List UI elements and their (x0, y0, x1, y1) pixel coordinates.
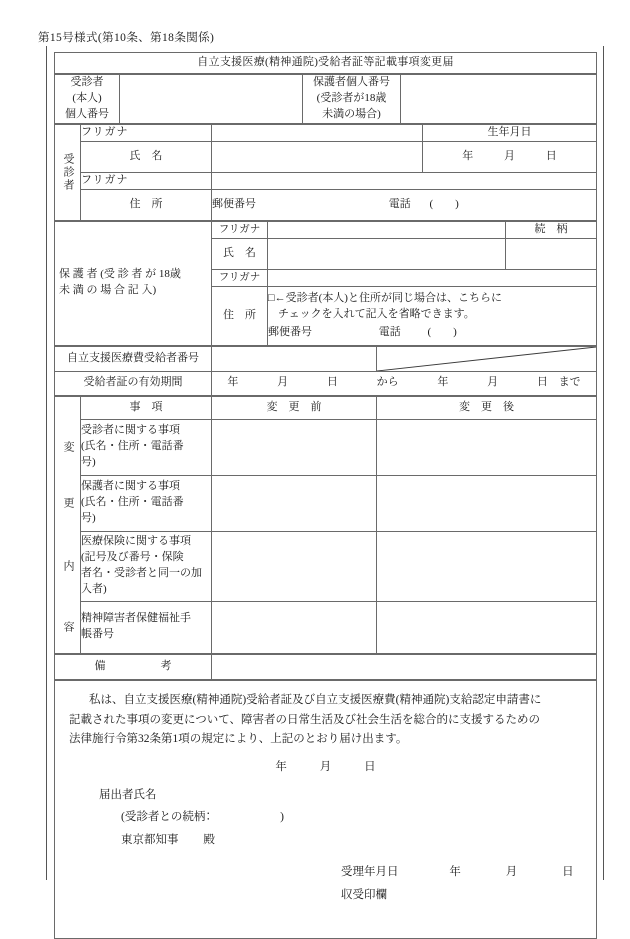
diagonal-strike-icon (377, 347, 596, 371)
patient-name-value[interactable] (212, 141, 423, 172)
receipt-date-row (341, 861, 582, 883)
change-side-label-1 (55, 419, 81, 475)
receipt-year: 年 (449, 866, 461, 879)
change-row-after-2[interactable] (377, 475, 597, 531)
guardian-mynumber-label-l2: (受診者が18歳 (316, 91, 387, 104)
patient-postal-label: 郵便番号 (212, 197, 256, 210)
patient-table (54, 124, 597, 221)
change-side-label-3 (55, 531, 81, 601)
governor-label: 東京都知事 (121, 833, 179, 846)
signature-block (69, 784, 582, 851)
change-row-after-1[interactable] (377, 419, 597, 475)
patient-mynumber-label-l1: 受診者 (70, 76, 104, 88)
guardian-contact-row (268, 325, 596, 341)
validity-to-word: まで (558, 376, 581, 389)
patient-mynumber-label-l3: 個人番号 (65, 107, 109, 120)
change-header-before: 変 更 前 (212, 396, 377, 419)
patient-mynumber-boxes[interactable] (120, 75, 303, 124)
patient-furigana-name-value[interactable] (212, 124, 423, 141)
patient-birth-day: 日 (545, 149, 557, 162)
patient-mynumber-label (55, 75, 120, 124)
guardian-postal-label: 郵便番号 (268, 325, 312, 338)
form-title: 自立支援医療(精神通院)受給者証等記載事項変更届 (55, 53, 597, 74)
remarks-label: 備 考 (55, 654, 212, 679)
receipt-date-label: 受理年月日 (341, 866, 399, 879)
validity-period-value[interactable] (212, 371, 597, 395)
change-row-label-4-l1: 精神障害者保健福祉手 (81, 612, 191, 625)
change-row-label-3-l1: 医療保険に関する事項 (81, 535, 191, 548)
change-row-label-4 (81, 601, 212, 653)
patient-birth-year: 年 (462, 149, 474, 162)
change-row-label-4-l2: 帳番号 (81, 628, 114, 641)
guardian-furigana-address-label: フリガナ (212, 269, 268, 286)
patient-furigana-name-label: フリガナ (81, 124, 212, 141)
change-header-item: 事 項 (81, 396, 212, 419)
change-row-before-3[interactable] (212, 531, 377, 601)
declaration-date-month: 月 (319, 761, 332, 774)
patient-birth-date[interactable] (423, 141, 597, 172)
guardian-side-label (55, 221, 212, 345)
guardian-mynumber-boxes[interactable] (401, 75, 597, 124)
declaration-date-year: 年 (275, 761, 287, 774)
title-table (54, 52, 597, 74)
remarks-table (54, 654, 597, 680)
declaration-cell (55, 680, 597, 938)
patient-tel-label: 電話 (388, 197, 411, 210)
guardian-mynumber-label-l1: 保護者個人番号 (313, 76, 390, 88)
beneficiary-number-boxes[interactable] (212, 346, 377, 371)
change-row-before-1[interactable] (212, 419, 377, 475)
change-side-label-4 (55, 601, 81, 653)
change-row-before-2[interactable] (212, 475, 377, 531)
applicant-name-label[interactable]: 届出者氏名 (99, 788, 157, 801)
declaration-date[interactable] (69, 758, 582, 778)
beneficiary-number-label: 自立支援医療費受給者番号 (55, 346, 212, 371)
change-content-table (54, 396, 597, 654)
patient-mynumber-label-l2: (本人) (72, 91, 102, 104)
guardian-table (54, 221, 597, 346)
guardian-address-label: 住 所 (212, 286, 268, 345)
patient-address-label: 住 所 (81, 189, 212, 220)
receipt-block (69, 861, 582, 906)
change-row-label-2-l3: 号) (81, 512, 96, 525)
applicant-relation-label[interactable]: (受診者との続柄： ) (121, 811, 284, 824)
declaration-line-3: 法律施行令第32条第1項の規定により、上記のとおり届け出ます。 (69, 733, 408, 746)
guardian-side-label-l1: 保 護 者 (受 診 者 が 18歳 (59, 268, 181, 281)
guardian-tel-label: 電話 (378, 325, 401, 338)
form-sheet (54, 52, 596, 939)
change-side-label-2 (55, 475, 81, 531)
patient-name-label: 氏 名 (81, 141, 212, 172)
change-row-label-1-l2: (氏名・住所・電話番 (81, 440, 184, 453)
my-number-table (54, 74, 597, 124)
change-row-label-1-l3: 号) (81, 456, 96, 469)
form-number: 第15号様式(第10条、第18条関係) (38, 32, 215, 44)
change-row-label-3-l2: (記号及び番号・保険 (81, 551, 184, 564)
change-row-label-3-l4: 入者) (81, 583, 107, 596)
change-row-label-2-l1: 保護者に関する事項 (81, 480, 180, 493)
change-row-label-3-l3: 者名・受診者と同一の加 (81, 567, 202, 580)
guardian-name-label: 氏 名 (212, 238, 268, 269)
validity-to-year: 年 (437, 376, 449, 389)
declaration-line-1: 私は、自立支援医療(精神通院)受給者証及び自立支援医療費(精神通院)支給認定申請書に (89, 693, 542, 706)
declaration-line-2: 記載された事項の変更について、障害者の日常生活及び社会生活を総合的に支援するための (69, 713, 541, 726)
declaration-table (54, 680, 597, 939)
guardian-tel-paren: ( ) (427, 325, 457, 338)
guardian-furigana-address-value[interactable] (268, 269, 597, 286)
guardian-relation-label: 続 柄 (506, 221, 597, 238)
change-row-before-4[interactable] (212, 601, 377, 653)
change-row-label-3 (81, 531, 212, 601)
patient-furigana-address-label: フリガナ (81, 172, 212, 189)
guardian-same-address-note-l2: チェックを入れて記入を省略できます。 (278, 307, 475, 320)
validity-from-day: 日 (326, 376, 338, 389)
change-side-char-4: 容 (62, 620, 74, 634)
guardian-same-address-note-l1[interactable]: □←受診者(本人)と住所が同じ場合は、こちらに (268, 291, 502, 304)
beneficiary-number-struck-cell (377, 346, 597, 371)
receipt-month: 月 (505, 866, 518, 879)
receipt-seal-label: 収受印欄 (341, 888, 387, 901)
change-side-char-1: 変 (62, 440, 74, 454)
guardian-address-value[interactable] (268, 286, 597, 345)
guardian-furigana-name-value[interactable] (268, 221, 506, 238)
change-row-label-2-l2: (氏名・住所・電話番 (81, 496, 184, 509)
guardian-side-label-l2: 未 満 の 場 合 記 入) (59, 284, 157, 297)
guardian-furigana-name-label: フリガナ (212, 221, 268, 238)
change-header-after: 変 更 後 (377, 396, 597, 419)
change-row-label-2 (81, 475, 212, 531)
patient-birth-month: 月 (504, 149, 515, 162)
change-side-spacer (55, 396, 81, 419)
receipt-day: 日 (562, 866, 574, 879)
validity-from-word: から (376, 376, 399, 389)
validity-to-day: 日 (536, 376, 548, 389)
declaration-date-day: 日 (364, 761, 376, 774)
patient-tel-paren: ( ) (429, 197, 459, 210)
validity-period-label: 受給者証の有効期間 (55, 371, 212, 395)
change-side-char-3: 内 (62, 559, 74, 573)
change-row-label-1 (81, 419, 212, 475)
guardian-relation-value[interactable] (506, 238, 597, 269)
guardian-mynumber-label (303, 75, 401, 124)
change-row-after-3[interactable] (377, 531, 597, 601)
governor-honorific: 殿 (203, 833, 215, 846)
guardian-name-value[interactable] (268, 238, 506, 269)
change-row-label-1-l1: 受診者に関する事項 (81, 424, 180, 437)
patient-address-value[interactable] (212, 189, 597, 220)
declaration-body (55, 681, 596, 938)
patient-birth-label: 生年月日 (423, 124, 597, 141)
patient-side-label (55, 124, 81, 220)
beneficiary-table (54, 346, 597, 396)
patient-furigana-address-value[interactable] (212, 172, 597, 189)
change-row-after-4[interactable] (377, 601, 597, 653)
remarks-value[interactable] (212, 654, 597, 679)
patient-side-label-text: 受診者 (62, 152, 74, 192)
declaration-bottom-spacer (69, 906, 582, 932)
validity-to-month: 月 (487, 376, 499, 389)
governor-line (69, 829, 582, 851)
change-side-char-2: 更 (62, 496, 74, 510)
validity-from-year: 年 (227, 376, 239, 389)
validity-from-month: 月 (277, 376, 289, 389)
guardian-mynumber-label-l3: 未満の場合) (322, 107, 381, 120)
